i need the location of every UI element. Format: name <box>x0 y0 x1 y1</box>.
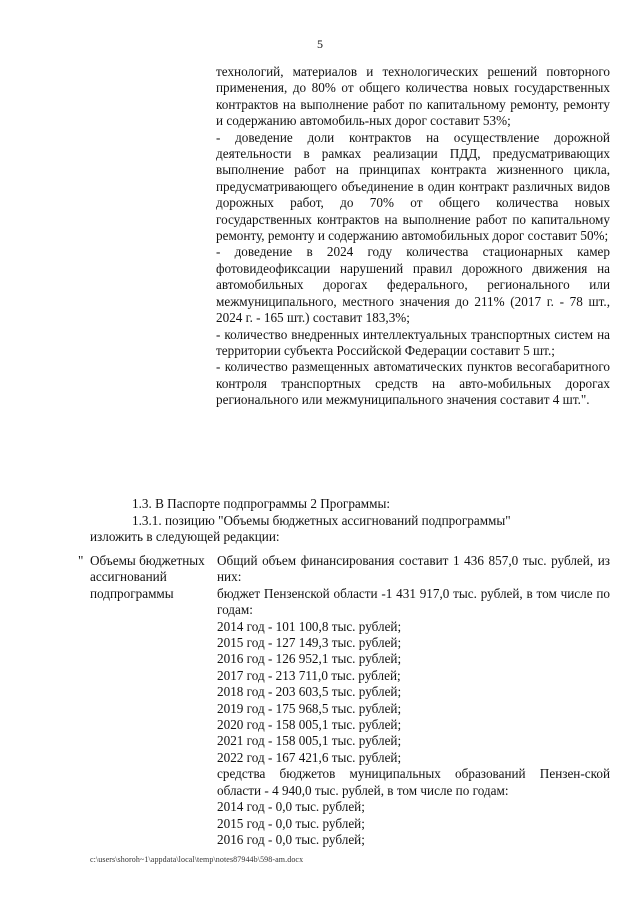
passport-text-continuation <box>216 64 610 409</box>
section-1-3-1-line2: изложить в следующей редакции: <box>90 529 280 545</box>
budget-label: Объемы бюджетных ассигнований подпрограммы <box>90 553 205 601</box>
budget-details <box>217 553 610 848</box>
list-item: 2019 год - 175 968,5 тыс. рублей; <box>217 700 402 716</box>
total-financing: Общий объем финансирования составит 1 436 857,0 тыс. рублей, из них: <box>217 553 610 585</box>
list-item: 2017 год - 213 711,0 тыс. рублей; <box>217 667 401 683</box>
paragraph-its: - количество внедренных интеллектуальных транспортных систем на территории субъекта Российской Федерации составит 5 шт.; <box>216 326 610 358</box>
file-path-footer: c:\users\shoroh~1\appdata\local\temp\notes87944b\598-am.docx <box>90 855 304 864</box>
paragraph-weight-control: - количество размещенных автоматических пунктов весогабаритного контроля транспортных средств на авто-мобильных дорогах регионального или межмуниципального значения составит 4 шт.". <box>216 359 610 408</box>
paragraph-technologies: технологий, материалов и технологических решений повторного применения, до 80% от общего количества новых государственных контрактов на выполнение работ по капитальному ремонту, ремонту и содержанию автомобиль-ных дорог составит 53%; <box>216 64 610 129</box>
list-item: 2014 год - 0,0 тыс. рублей; <box>217 799 365 815</box>
opening-quote: " <box>78 553 84 568</box>
list-item: 2016 год - 126 952,1 тыс. рублей; <box>217 651 402 667</box>
paragraph-lifecycle-contracts: - доведение доли контрактов на осуществление дорожной деятельности в рамках реализации ПДД, предусматривающих выполнение работ на принципах контракта жизненного цикла, предусматривающего объединение в один контракт различных видов дорожных работ, до 70% от общего количества новых государственных контрактов на выполнение работ по капитальному ремонту, ремонту и содержанию автомобильных дорог составит 50%; <box>216 129 610 244</box>
regional-years-list <box>217 619 610 767</box>
list-item: 2015 год - 127 149,3 тыс. рублей; <box>217 635 402 651</box>
municipal-years-list <box>217 799 610 848</box>
section-1-3-1 <box>0 513 640 546</box>
section-1-3-heading: 1.3. В Паспорте подпрограммы 2 Программы: <box>132 496 390 511</box>
section-1-3-1-line1: 1.3.1. позицию "Объемы бюджетных ассигнований подпрограммы" <box>132 513 511 528</box>
paragraph-cameras: - доведение в 2024 году количества стационарных камер фотовидеофиксации нарушений правил дорожного движения на автомобильных дорогах федерального, регионального или межмуниципального, местного значения до 211% (2017 г. - 78 шт., 2024 г. - 165 шт.) составит 183,3%; <box>216 244 610 326</box>
list-item: 2015 год - 0,0 тыс. рублей; <box>217 815 365 831</box>
municipal-budget: средства бюджетов муниципальных образований Пензен-ской области - 4 940,0 тыс. рублей, в том числе по годам: <box>217 766 610 798</box>
page-number: 5 <box>317 37 323 51</box>
list-item: 2021 год - 158 005,1 тыс. рублей; <box>217 733 402 749</box>
list-item: 2014 год - 101 100,8 тыс. рублей; <box>217 618 402 634</box>
list-item: 2018 год - 203 603,5 тыс. рублей; <box>217 684 402 700</box>
regional-budget: бюджет Пензенской области -1 431 917,0 тыс. рублей, в том числе по годам: <box>217 585 610 618</box>
list-item: 2016 год - 0,0 тыс. рублей; <box>217 831 365 847</box>
list-item: 2022 год - 167 421,6 тыс. рублей; <box>217 749 402 765</box>
list-item: 2020 год - 158 005,1 тыс. рублей; <box>217 717 402 733</box>
